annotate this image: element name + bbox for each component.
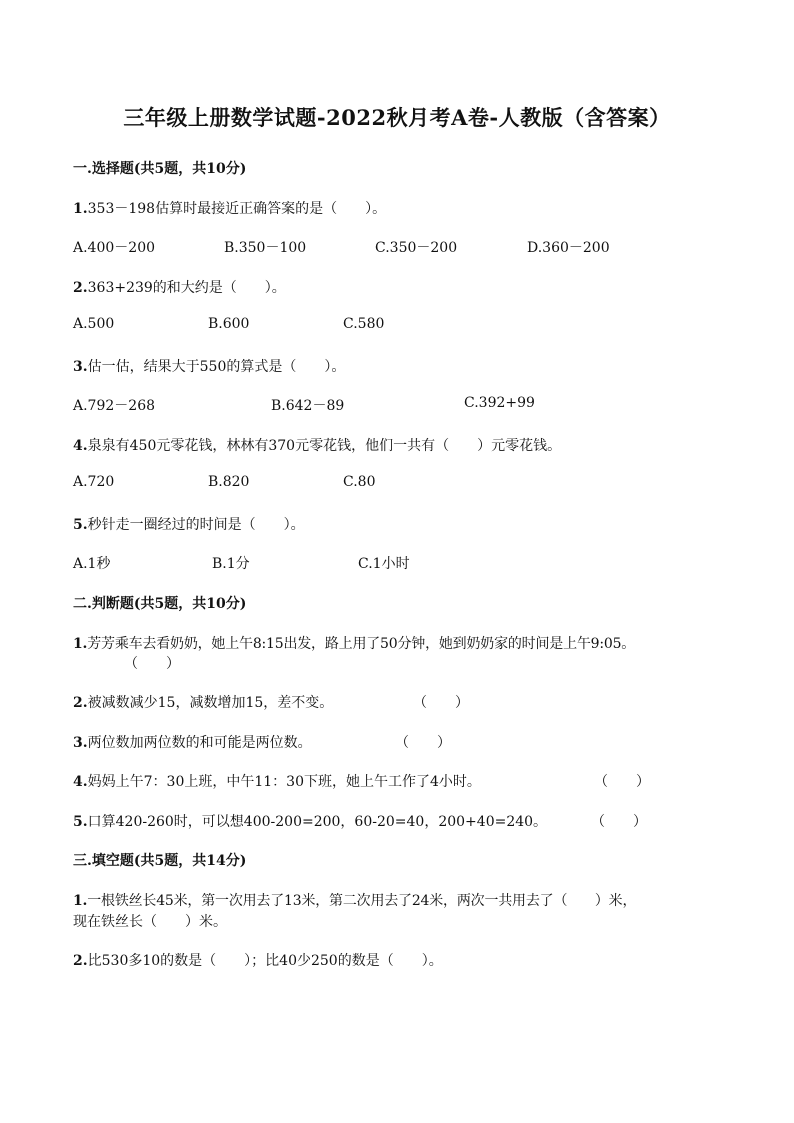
option-b: B.600 (208, 316, 250, 332)
question-number: 2. (73, 953, 88, 969)
question-text (73, 811, 547, 831)
question-text (73, 692, 333, 712)
question-body: 秒针走一圈经过的时间是（ ）。 (87, 517, 305, 533)
answer-blank: （ ） (124, 656, 180, 672)
question-body: 芳芳乘车去看奶奶，她上午8:15出发，路上用了50分钟，她到奶奶家的时间是上午9:05。 (87, 636, 636, 652)
question-text (73, 198, 386, 218)
question-body: 被减数减少15，减数增加15，差不变。 (87, 695, 334, 711)
question-text (73, 633, 635, 653)
question-number: 1. (73, 201, 88, 217)
option-a: A.400－200 (73, 240, 156, 256)
option-c: C.80 (343, 474, 376, 490)
answer-blank: （ ） (591, 814, 647, 830)
option-b: B.1分 (212, 556, 250, 572)
question-number: 4. (73, 774, 88, 790)
answer-blank: （ ） (413, 695, 469, 711)
question-number: 1. (73, 893, 88, 909)
question-text (73, 950, 443, 970)
option-d: D.360－200 (527, 240, 610, 256)
question-text (73, 890, 636, 910)
question-body: 353－198估算时最接近正确答案的是（ ）。 (87, 201, 387, 217)
option-a: A.500 (73, 316, 115, 332)
question-text (73, 514, 305, 534)
option-a: A.1秒 (73, 556, 111, 572)
question-number: 1. (73, 636, 88, 652)
question-number: 3. (73, 735, 88, 751)
option-c: C.350－200 (375, 240, 458, 256)
section-heading-choice: 一.选择题(共5题，共10分) (73, 161, 247, 177)
page-title: 三年级上册数学试题-2022秋月考A卷-人教版（含答案） (123, 105, 671, 130)
option-c: C.392+99 (464, 395, 535, 411)
question-text (73, 732, 312, 752)
question-number: 5. (73, 517, 88, 533)
option-c: C.1小时 (358, 556, 410, 572)
question-text (73, 771, 481, 791)
question-body: 比530多10的数是（ ）；比40少250的数是（ ）。 (87, 953, 443, 969)
question-number: 2. (73, 280, 88, 296)
question-body: 口算420-260时，可以想400-200=200，60-20=40，200+40=240。 (87, 814, 548, 830)
question-number: 4. (73, 438, 88, 454)
section-heading-judgement: 二.判断题(共5题，共10分) (73, 596, 247, 612)
answer-blank: （ ） (594, 774, 650, 790)
option-b: B.642－89 (271, 398, 345, 414)
question-number: 5. (73, 814, 88, 830)
question-body: 一根铁丝长45米，第一次用去了13米，第二次用去了24米，两次一共用去了（ ）米， (87, 893, 637, 909)
question-body: 泉泉有450元零花钱，林林有370元零花钱，他们一共有（ ）元零花钱。 (87, 438, 562, 454)
option-b: B.350－100 (224, 240, 307, 256)
question-number: 2. (73, 695, 88, 711)
option-a: A.792－268 (73, 398, 156, 414)
question-text (73, 277, 286, 297)
answer-blank: （ ） (395, 735, 451, 751)
question-number: 3. (73, 359, 88, 375)
question-text (73, 356, 345, 376)
question-body: 估一估，结果大于550的算式是（ ）。 (87, 359, 346, 375)
section-heading-fill: 三.填空题(共5题，共14分) (73, 853, 247, 869)
question-body: 妈妈上午7：30上班，中午11：30下班，她上午工作了4小时。 (87, 774, 481, 790)
question-body: 两位数加两位数的和可能是两位数。 (87, 735, 312, 751)
question-body: 363+239的和大约是（ ）。 (87, 280, 286, 296)
question-text-continued: 现在铁丝长（ ）米。 (73, 914, 227, 930)
option-c: C.580 (343, 316, 385, 332)
option-b: B.820 (208, 474, 250, 490)
question-text (73, 435, 561, 455)
option-a: A.720 (73, 474, 115, 490)
